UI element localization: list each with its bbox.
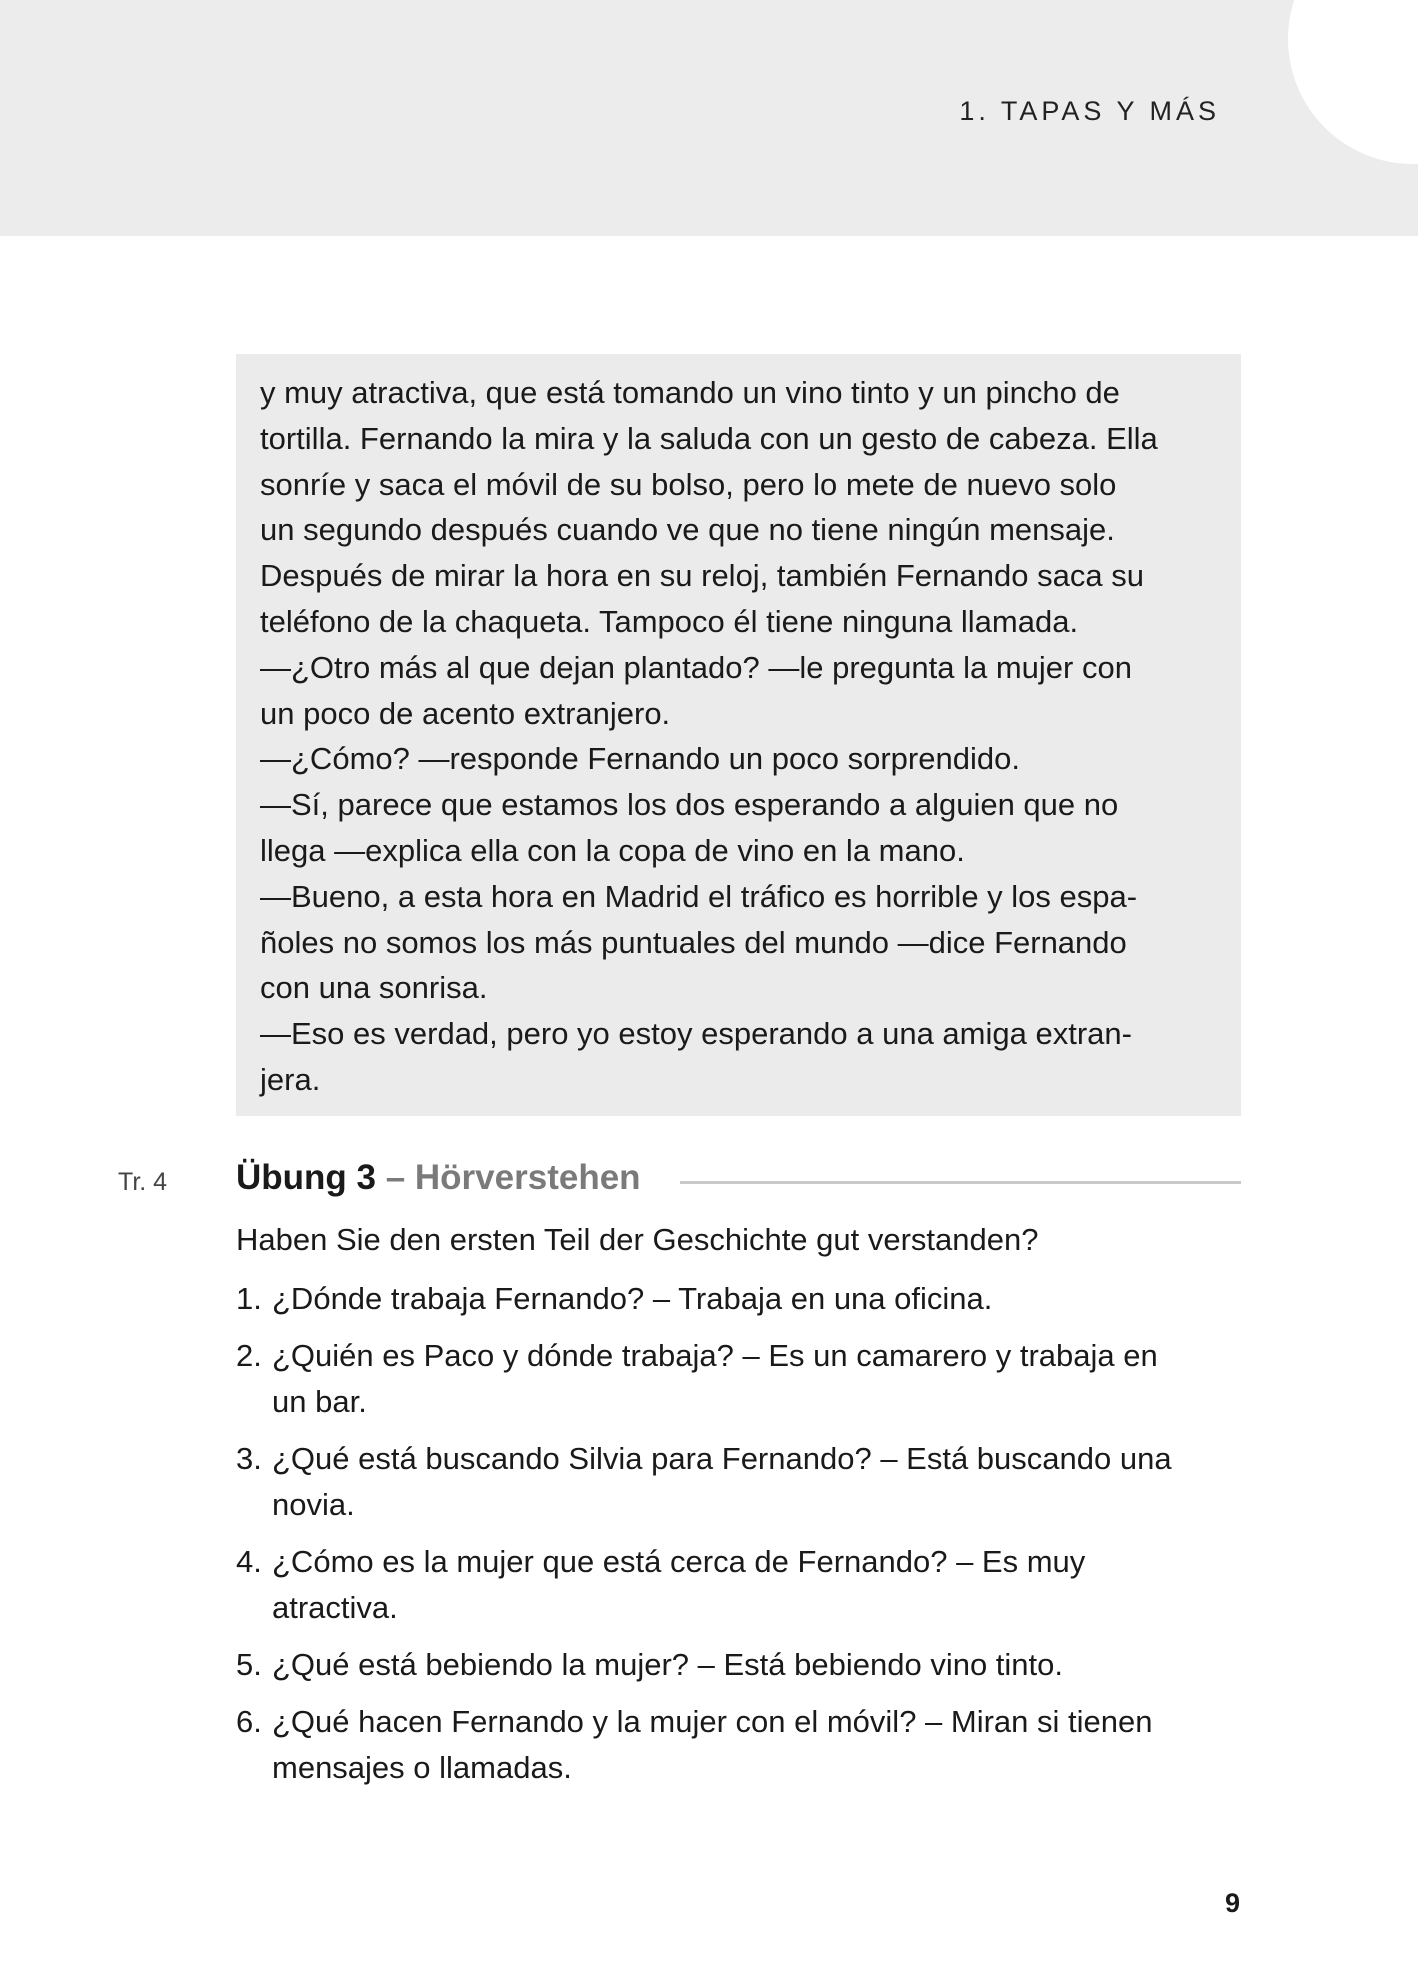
exercise-title-rule (680, 1181, 1241, 1184)
exercise-subtitle: Hörverstehen (414, 1158, 641, 1197)
header-band (0, 0, 1418, 236)
reading-passage-box (236, 354, 1241, 1116)
item-line: ¿Dónde trabaja Fernando? – Trabaja en una oficina. (272, 1281, 993, 1316)
reading-line: sonríe y saca el móvil de su bolso, pero lo mete de nuevo solo (260, 466, 1117, 502)
item-line: atractiva. (272, 1590, 398, 1625)
list-item (236, 1333, 1241, 1425)
reading-line: —¿Cómo? —responde Fernando un poco sorprendido. (260, 741, 1020, 777)
reading-line: un poco de acento extranjero. (260, 695, 671, 731)
list-item (236, 1436, 1241, 1528)
item-text (272, 1333, 1241, 1425)
item-text (272, 1539, 1241, 1631)
exercise-title-separator: – (375, 1158, 415, 1197)
exercise-title (236, 1158, 641, 1198)
item-number: 1. (236, 1281, 262, 1316)
item-line: ¿Qué está bebiendo la mujer? – Está bebiendo vino tinto. (272, 1647, 1064, 1682)
reading-line: —Sí, parece que estamos los dos esperando a alguien que no (260, 787, 1119, 823)
audio-track-label: Tr. 4 (118, 1168, 168, 1196)
reading-line: un segundo después cuando ve que no tiene ningún mensaje. (260, 512, 1115, 548)
item-text (272, 1436, 1241, 1528)
reading-line: con una sonrisa. (260, 970, 488, 1006)
item-line: ¿Quién es Paco y dónde trabaja? – Es un camarero y trabaja en (272, 1338, 1158, 1373)
item-text (272, 1699, 1241, 1791)
item-text (272, 1642, 1241, 1688)
running-title: 1. TAPAS Y MÁS (959, 96, 1220, 126)
exercise-number: Übung 3 (236, 1158, 376, 1197)
list-item (236, 1699, 1241, 1791)
item-line: novia. (272, 1487, 355, 1522)
list-item (236, 1276, 1241, 1322)
exercise-instruction: Haben Sie den ersten Teil der Geschichte gut verstanden? (236, 1222, 1039, 1257)
question-answer-list (236, 1276, 1241, 1802)
reading-line: Después de mirar la hora en su reloj, también Fernando saca su (260, 558, 1144, 594)
reading-line: ñoles no somos los más puntuales del mundo —dice Fernando (260, 924, 1127, 960)
reading-line: llega —explica ella con la copa de vino en la mano. (260, 832, 965, 868)
page-number: 9 (1224, 1888, 1240, 1918)
reading-line: teléfono de la chaqueta. Tampoco él tiene ninguna llamada. (260, 603, 1079, 639)
reading-line: tortilla. Fernando la mira y la saluda con un gesto de cabeza. Ella (260, 420, 1158, 456)
item-number: 5. (236, 1647, 262, 1682)
list-item (236, 1539, 1241, 1631)
item-line: ¿Qué está buscando Silvia para Fernando? – Está buscando una (272, 1441, 1172, 1476)
reading-line: —¿Otro más al que dejan plantado? —le pregunta la mujer con (260, 649, 1132, 685)
item-line: ¿Cómo es la mujer que está cerca de Fernando? – Es muy (272, 1544, 1086, 1579)
reading-line: y muy atractiva, que está tomando un vino tinto y un pincho de (260, 375, 1120, 410)
item-number: 2. (236, 1338, 262, 1373)
item-number: 6. (236, 1704, 262, 1739)
reading-line: —Bueno, a esta hora en Madrid el tráfico es horrible y los espa- (260, 878, 1138, 914)
item-number: 3. (236, 1441, 262, 1476)
list-item (236, 1642, 1241, 1688)
item-line: ¿Qué hacen Fernando y la mujer con el móvil? – Miran si tienen (272, 1704, 1153, 1739)
header-circle-decoration (1288, 0, 1418, 164)
item-line: mensajes o llamadas. (272, 1750, 572, 1785)
reading-line: jera. (260, 1061, 321, 1097)
item-number: 4. (236, 1544, 262, 1579)
item-text (272, 1276, 1241, 1322)
item-line: un bar. (272, 1384, 367, 1419)
reading-line: —Eso es verdad, pero yo estoy esperando a una amiga extran- (260, 1016, 1132, 1052)
